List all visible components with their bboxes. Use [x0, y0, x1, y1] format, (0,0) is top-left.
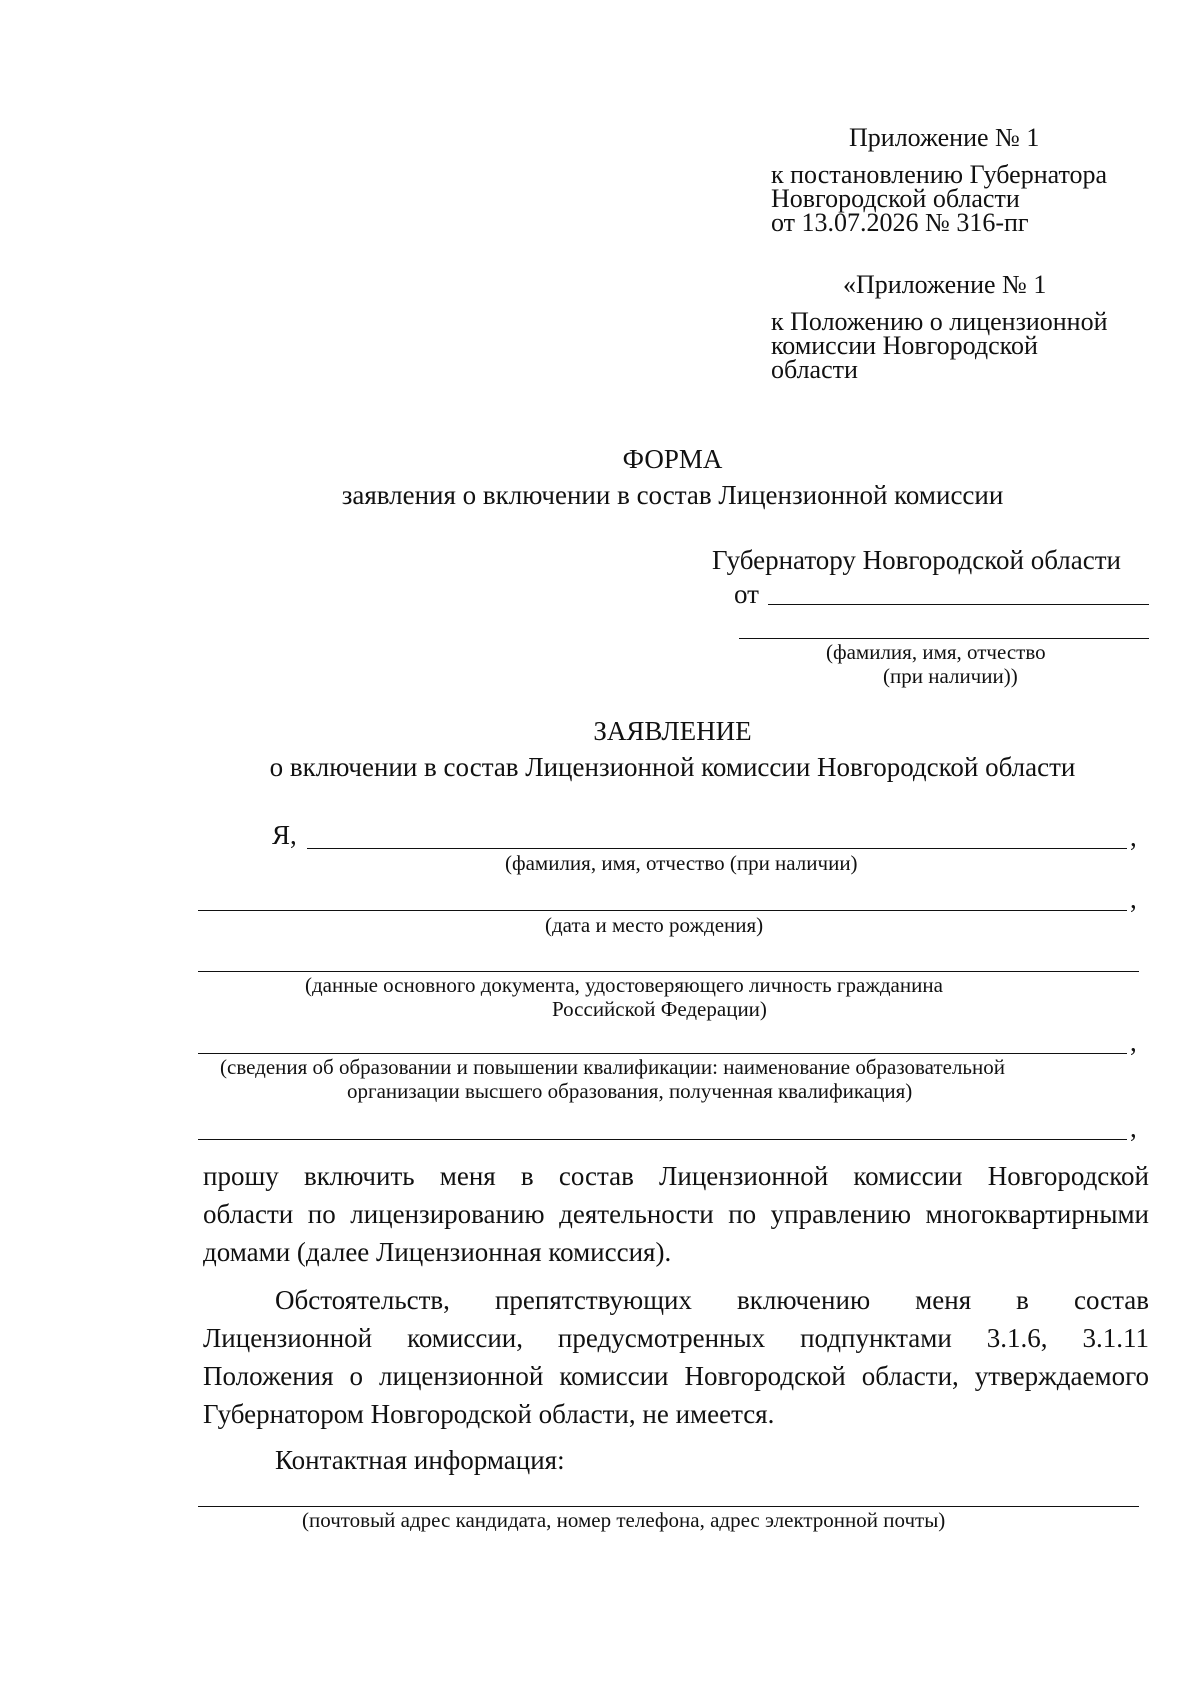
education-line[interactable]: [198, 1053, 1127, 1054]
addressee-to: Губернатору Новгородской области: [712, 545, 1121, 575]
applicant-name-line[interactable]: [307, 848, 1127, 849]
contact-label: Контактная информация:: [275, 1445, 565, 1475]
statement-title: ЗАЯВЛЕНИЕ: [593, 716, 752, 746]
p1-line-1: прошу включить меня в состав Лицензионной комиссии Новгородской: [203, 1161, 1149, 1191]
p2-line-4: Губернатором Новгородской области, не имеется.: [203, 1399, 775, 1429]
addressee-name-line-2[interactable]: [739, 638, 1149, 639]
hint-contact: (почтовый адрес кандидата, номер телефона, адрес электронной почты): [302, 1508, 946, 1532]
p2-line-1: Обстоятельств, препятствующих включению меня в состав: [275, 1285, 1149, 1315]
hint-doc-2: Российской Федерации): [552, 997, 767, 1021]
p2-line-2: Лицензионной комиссии, предусмотренных подпунктами 3.1.6, 3.1.11: [203, 1323, 1149, 1353]
comma: ,: [1130, 884, 1137, 914]
contact-info-line[interactable]: [198, 1506, 1139, 1507]
regulation-line-1: к Положению о лицензионной: [771, 307, 1108, 336]
annex-number: Приложение № 1: [849, 123, 1040, 152]
hint-edu-2: организации высшего образования, полученная квалификация): [347, 1079, 913, 1103]
id-document-line[interactable]: [198, 971, 1139, 972]
addressee-from-label: от: [734, 579, 759, 609]
addressee-hint-2: (при наличии)): [883, 664, 1018, 688]
regulation-line-3: области: [771, 355, 858, 384]
i-prefix: Я,: [272, 820, 297, 850]
additional-info-line[interactable]: [198, 1139, 1127, 1140]
hint-edu-1: (сведения об образовании и повышении квалификации: наименование образовательной: [220, 1055, 1005, 1079]
p2-line-3: Положения о лицензионной комиссии Новгородской области, утверждаемого: [203, 1361, 1149, 1391]
addressee-name-line[interactable]: [768, 604, 1149, 605]
comma: ,: [1130, 1027, 1137, 1057]
form-subtitle: заявления о включении в состав Лицензионной комиссии: [341, 480, 1004, 510]
comma: ,: [1130, 1113, 1137, 1143]
hint-birth: (дата и место рождения): [545, 913, 764, 937]
addressee-hint-1: (фамилия, имя, отчество: [826, 640, 1046, 664]
hint-name: (фамилия, имя, отчество (при наличии): [505, 851, 858, 875]
birth-line[interactable]: [198, 910, 1127, 911]
p1-line-2: области по лицензированию деятельности по управлению многоквартирными: [203, 1199, 1149, 1229]
statement-subtitle: о включении в состав Лицензионной комиссии Новгородской области: [269, 752, 1076, 782]
p1-line-3: домами (далее Лицензионная комиссия).: [203, 1237, 672, 1267]
regulation-line-2: комиссии Новгородской: [771, 331, 1038, 360]
comma: ,: [1130, 822, 1137, 852]
decree-line-1: к постановлению Губернатора: [771, 160, 1108, 189]
decree-line-3: от 13.07.2026 № 316-пг: [771, 208, 1029, 237]
form-title: ФОРМА: [622, 444, 723, 474]
decree-line-2: Новгородской области: [771, 184, 1020, 213]
hint-doc-1: (данные основного документа, удостоверяющего личность гражданина: [305, 973, 943, 997]
annex-number-2: «Приложение № 1: [843, 270, 1047, 299]
